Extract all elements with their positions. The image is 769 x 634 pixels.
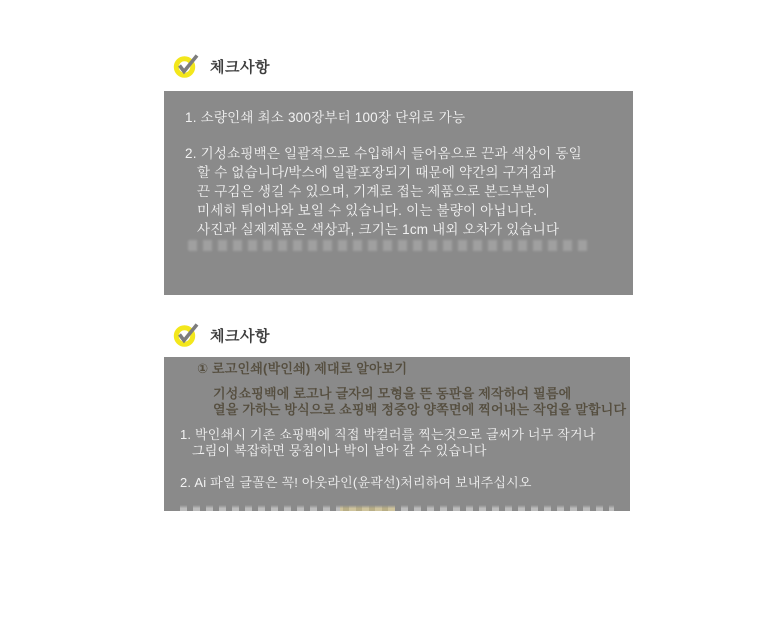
check-circle-icon	[173, 322, 200, 348]
notice-line: 1. 소량인쇄 최소 300장부터 100장 단위로 가능	[185, 110, 466, 125]
section-2-info-box	[164, 357, 630, 511]
notice-item	[185, 144, 582, 239]
clipped-text-line	[180, 505, 614, 511]
notice-line: 2. Ai 파일 글꼴은 꼭! 아웃라인(윤곽선)처리하여 보내주십시오	[180, 475, 532, 490]
notice-line: 할 수 없습니다/박스에 일괄포장되기 때문에 약간의 구겨짐과	[197, 165, 556, 180]
notice-line: 2. 기성쇼핑백은 일괄적으로 수입해서 들어옴으로 끈과 색상이 동일	[185, 146, 582, 161]
notice-item	[180, 475, 532, 491]
section-1-info-box	[164, 91, 633, 295]
check-circle-icon	[173, 53, 200, 79]
notice-item	[180, 427, 596, 458]
section-2-header	[173, 322, 270, 348]
note-line: 열을 가하는 방식으로 쇼핑백 정중앙 양쪽면에 찍어내는 작업을 말합니다	[213, 401, 627, 417]
notice-line: 미세히 튀어나와 보일 수 있습니다. 이는 불량이 아닙니다.	[197, 203, 538, 218]
foil-print-note	[213, 386, 626, 417]
notice-line: 사진과 실제제품은 색상과, 크기는 1cm 내외 오차가 있습니다	[197, 222, 560, 237]
foil-print-note-heading: ① 로고인쇄(박인쇄) 제대로 알아보기	[197, 361, 408, 376]
section-2-title: 체크사항	[210, 327, 270, 345]
section-1-title: 체크사항	[210, 58, 270, 76]
section-1-header	[173, 53, 270, 79]
faint-ghost-line	[188, 240, 588, 251]
notice-line: 그림이 복잡하면 뭉침이나 박이 날아 갈 수 있습니다	[192, 442, 487, 458]
note-line: 기성쇼핑백에 로고나 글자의 모형을 뜬 동판을 제작하여 필름에	[213, 386, 572, 401]
notice-line: 끈 구김은 생길 수 있으며, 기계로 접는 제품으로 본드부분이	[197, 184, 551, 199]
notice-line: 1. 박인쇄시 기존 쇼핑백에 직접 박컬러를 찍는것으로 글씨가 너무 작거나	[180, 427, 596, 442]
notice-item	[185, 108, 465, 127]
